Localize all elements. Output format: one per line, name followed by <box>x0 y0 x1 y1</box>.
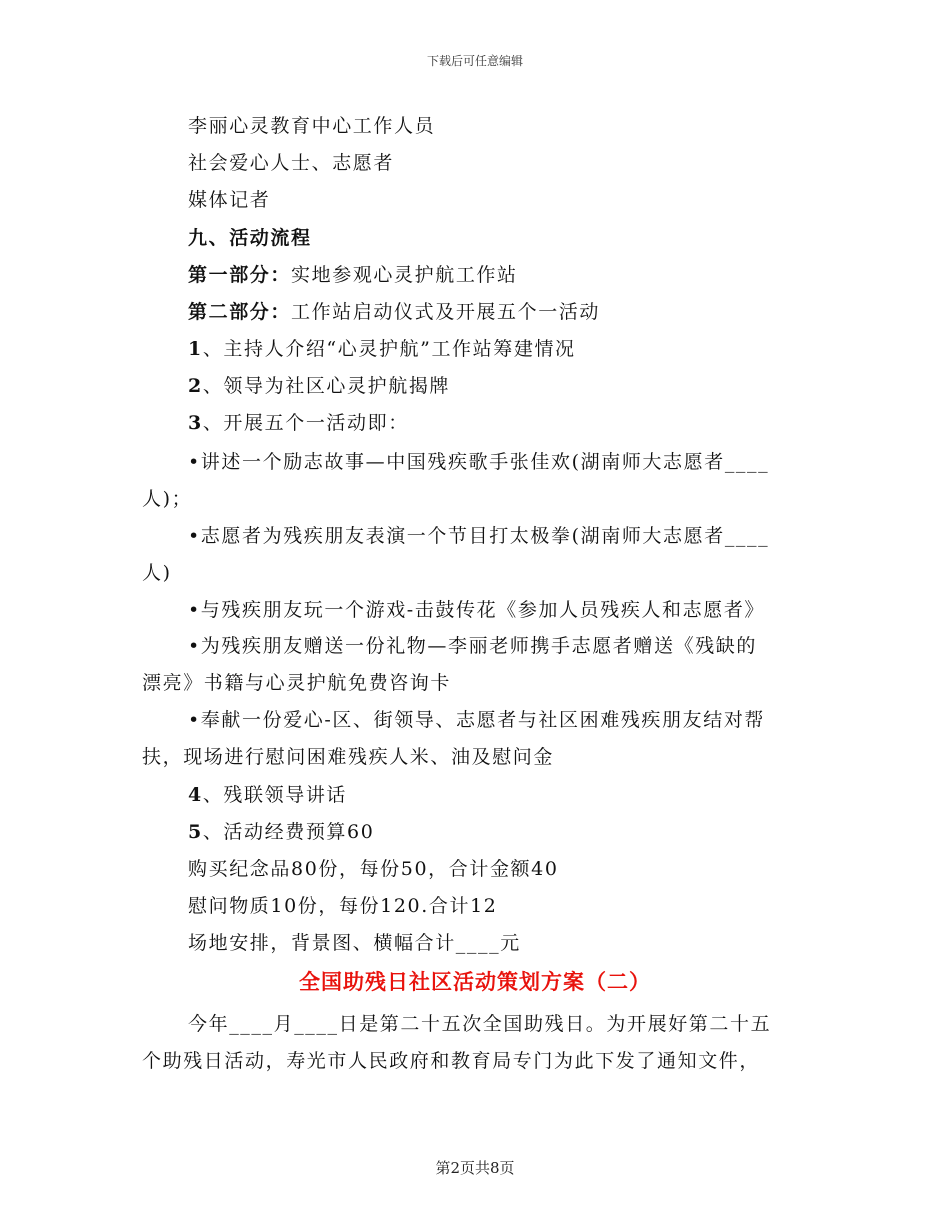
step-4-number: 4 <box>188 784 203 806</box>
part-two-label: 第二部分： <box>188 301 292 323</box>
participant-media: 媒体记者 <box>188 189 271 211</box>
step-5-number: 5 <box>188 821 203 843</box>
bullet-1-line-1: •讲述一个励志故事—中国残疾歌手张佳欢(湖南师大志愿者____ <box>188 451 770 473</box>
section-two-title: 全国助残日社区活动策划方案（二） <box>299 969 651 994</box>
step-4 <box>188 783 347 807</box>
bullet-3-line-1: •与残疾朋友玩一个游戏-击鼓传花《参加人员残疾人和志愿者》 <box>188 599 766 621</box>
page-number-footer: 第2页共8页 <box>435 1159 515 1177</box>
part-one-label: 第一部分： <box>188 264 292 286</box>
bullet-5-line-2: 扶，现场进行慰问困难残疾人米、油及慰问金 <box>142 746 555 768</box>
bullet-4-line-2: 漂亮》书籍与心灵护航免费咨询卡 <box>142 672 452 694</box>
step-3 <box>188 411 409 435</box>
part-two-text: 工作站启动仪式及开展五个一活动 <box>291 301 601 323</box>
participant-staff: 李丽心灵教育中心工作人员 <box>188 115 436 137</box>
bullet-1-line-2: 人)； <box>142 488 193 510</box>
step-4-text: 、残联领导讲话 <box>202 784 348 806</box>
intro-paragraph-line-2: 个助残日活动，寿光市人民政府和教育局专门为此下发了通知文件， <box>142 1050 761 1072</box>
step-1-number: 1 <box>188 338 203 360</box>
step-2-number: 2 <box>188 375 203 397</box>
budget-souvenirs: 购买纪念品80份，每份50，合计金额40 <box>188 858 559 880</box>
part-two <box>188 300 600 324</box>
participant-volunteers: 社会爱心人士、志愿者 <box>188 152 395 174</box>
step-1 <box>188 337 576 361</box>
part-one-text: 实地参观心灵护航工作站 <box>291 264 518 286</box>
section-heading-process: 九、活动流程 <box>188 227 312 249</box>
budget-supplies: 慰问物质10份，每份120.合计12 <box>188 895 498 917</box>
budget-venue: 场地安排，背景图、横幅合计____元 <box>188 932 521 954</box>
step-5-text: 、活动经费预算60 <box>202 821 375 843</box>
step-3-number: 3 <box>188 412 203 434</box>
bullet-5-line-1: •奉献一份爱心-区、街领导、志愿者与社区困难残疾朋友结对帮 <box>188 709 766 731</box>
step-2 <box>188 374 450 398</box>
bullet-2-line-1: •志愿者为残疾朋友表演一个节目打太极拳(湖南师大志愿者____ <box>188 525 770 547</box>
page-header: 下载后可任意编辑 <box>426 54 523 68</box>
step-3-text: 、开展五个一活动即： <box>202 412 409 434</box>
step-5 <box>188 820 374 844</box>
intro-paragraph-line-1: 今年____月____日是第二十五次全国助残日。为开展好第二十五 <box>188 1013 772 1035</box>
step-1-text: 、主持人介绍“心灵护航”工作站筹建情况 <box>202 338 576 360</box>
step-2-text: 、领导为社区心灵护航揭牌 <box>202 375 451 397</box>
part-one <box>188 263 518 287</box>
bullet-2-line-2: 人) <box>142 562 172 584</box>
bullet-4-line-1: •为残疾朋友赠送一份礼物—李丽老师携手志愿者赠送《残缺的 <box>188 635 758 657</box>
